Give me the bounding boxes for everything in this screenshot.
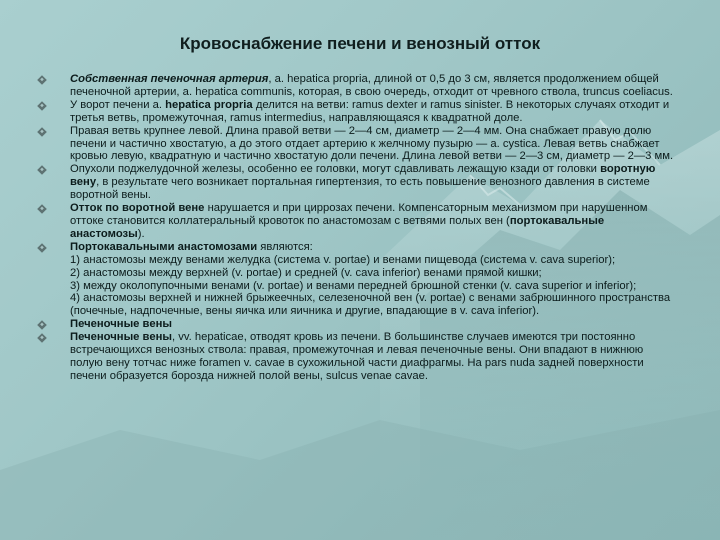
list-item bbox=[38, 202, 678, 241]
anastomosis-line-1: 1) анастомозы между венами желудка (система v. portae) и венами пищевода (система v. cava superior); bbox=[70, 253, 616, 266]
diamond-bullet-icon bbox=[37, 166, 47, 176]
list-item bbox=[38, 331, 678, 383]
list-item-text: У ворот печени a. bbox=[70, 98, 166, 111]
diamond-bullet-icon bbox=[37, 320, 47, 330]
slide-title: Кровоснабжение печени и венозный отток bbox=[179, 34, 541, 53]
anastomosis-line-4: 4) анастомозы верхней и нижней брыжеечных, селезеночной вен (v. portae) с венами забрюшинного пространства (почечные, надпочечные, вены яичка или яичника и другие, впадающие в v. cava inferior). bbox=[70, 292, 671, 318]
list-item bbox=[38, 241, 678, 318]
anastomosis-line-3: 3) между околопупочными венами (v. portae) и венами передней брюшной стенки (v. cava superior и inferior); bbox=[70, 279, 637, 292]
term-portal-outflow: Отток по воротной вене bbox=[70, 202, 205, 215]
diamond-bullet-icon bbox=[37, 127, 47, 137]
diamond-bullet-icon bbox=[37, 204, 47, 214]
diamond-bullet-icon bbox=[37, 243, 47, 253]
list-item-text: ). bbox=[137, 227, 145, 240]
term-portocaval-anastomoses-heading: Портокавальными анастомозами bbox=[70, 240, 258, 253]
list-item bbox=[38, 318, 678, 331]
list-item-text: Опухоли поджелудочной железы, особенно ее головки, могут сдавливать лежащую кзади от головки bbox=[70, 163, 601, 176]
list-item bbox=[38, 163, 678, 202]
term-hepatic-veins: Печеночные вены bbox=[70, 331, 172, 344]
list-item-text: Правая ветвь крупнее левой. Длина правой ветви — 2—4 см, диаметр — 2—4 мм. Она снабжает правую долю печени и частично хвостатую, а до этого отдает артерию к желчному пузырю — a. cystica. Левая ветвь снабжает кровью левую, квадратную и частично хвостатую доли печени. Длина левой ветви — 2—3 см, диаметр — 2—3 мм. bbox=[70, 124, 674, 163]
term-hepatic-artery: Собственная печеночная артерия bbox=[70, 73, 269, 85]
diamond-bullet-icon bbox=[37, 75, 47, 85]
list-item-text: нарушается и при циррозах печени. Компенсаторным механизмом при нарушенном оттоке становится коллатеральный кровоток по анастомозам с ветвями полых вен ( bbox=[70, 202, 648, 227]
list-item bbox=[38, 99, 678, 125]
term-hepatic-veins-heading: Печеночные вены bbox=[70, 318, 172, 331]
bullet-list bbox=[38, 73, 678, 383]
term-portal-vein: воротную вену bbox=[70, 163, 656, 189]
list-item-text: , в результате чего возникает портальная гипертензия, то есть повышение венозного давления в системе воротной вены. bbox=[70, 176, 650, 202]
diamond-bullet-icon bbox=[37, 333, 47, 343]
list-item bbox=[38, 73, 678, 99]
list-item-text: являются: bbox=[257, 240, 313, 253]
list-item-text: делится на ветви: ramus dexter и ramus sinister. В некоторых случаях отходит и третья ветвь, промежуточная, ramus intermedius, направляющаяся к квадратной доле. bbox=[70, 98, 670, 124]
list-item-text: , a. hepatica propria, длиной от 0,5 до 3 см, является продолжением общей печеночной артерии, a. hepatica communis, которая, в свою очередь, отходит от чревного ствола, truncus coeliacus. bbox=[70, 73, 673, 98]
term-hepatica-propria: hepatica propria bbox=[165, 98, 253, 111]
diamond-bullet-icon bbox=[37, 101, 47, 111]
anastomosis-line-2: 2) анастомозы между верхней (v. portae) и средней (v. cava inferior) венами прямой кишки; bbox=[70, 266, 542, 279]
list-item-text: , vv. hepaticae, отводят кровь из печени. В большинстве случаев имеются три постоянно встречающихся венозных ствола: правая, промежуточная и левая печеночные вены. Они впадают в нижнюю полую вену тотчас ниже foramen v. cavae в сухожильной части диафрагмы. На pars nuda задней поверхности печени образуется борозда нижней полой вены, sulcus venae cavae. bbox=[70, 331, 644, 382]
list-item bbox=[38, 125, 678, 164]
term-portocaval-anastomoses: портокавальные анастомозы bbox=[70, 214, 605, 240]
